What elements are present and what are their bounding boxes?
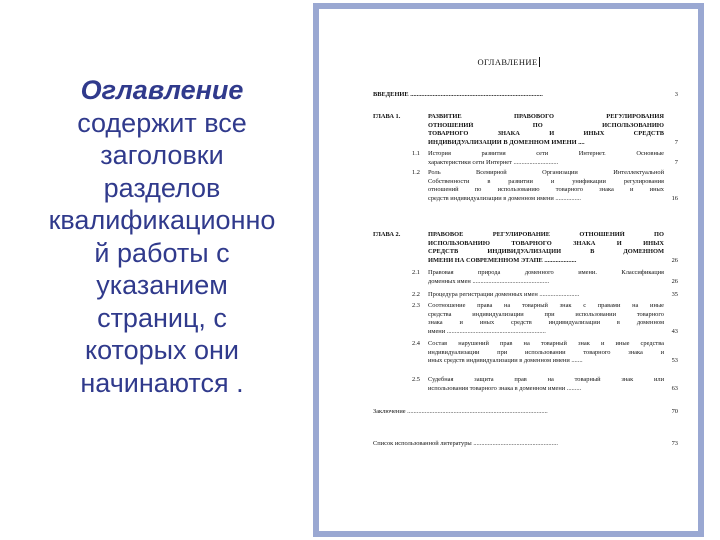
- toc-page-number: 7: [674, 158, 678, 166]
- document-frame: [313, 3, 704, 537]
- toc-text-line: История развития сети Интернет. Основные: [428, 150, 664, 157]
- toc-section-number: 2.5: [412, 376, 420, 383]
- toc-page-number: 43: [671, 327, 678, 335]
- caption-line: которых они: [84, 335, 240, 365]
- toc-entry-text: [428, 340, 664, 366]
- description-text: [34, 74, 290, 399]
- caption-line: начинаются .: [80, 367, 244, 398]
- toc-text-line: средства индивидуализации при использовании товарного: [428, 310, 664, 318]
- document-page: [319, 9, 698, 531]
- toc-entry-text: ВВЕДЕНИЕ ...................................................................................: [373, 91, 543, 98]
- toc-text-line: использования товарного знака в доменном имени .........: [428, 384, 582, 392]
- toc-text-line: характеристики сети Интернет ............................: [428, 158, 559, 166]
- toc-section-number: 1.1: [412, 150, 420, 157]
- toc-page-number: 26: [671, 277, 678, 285]
- caption-line: указанием: [96, 270, 228, 300]
- toc-text-line: РАЗВИТИЕ ПРАВОВОГО РЕГУЛИРОВАНИЯ: [428, 113, 664, 120]
- toc-section-number: 2.4: [412, 340, 420, 347]
- toc-text-line: индивидуализации при использовании товарного знака и: [428, 348, 664, 356]
- toc-title-text: ОГЛАВЛЕНИЕ: [477, 57, 538, 67]
- toc-title: [319, 57, 698, 67]
- toc-text-line: знака и иных средств индивидуализации в доменном: [428, 319, 664, 327]
- toc-entry-text: [428, 291, 664, 300]
- toc-text-line: Роль Всемирной Организации Интеллектуальной: [428, 169, 664, 176]
- toc-text-line: ТОВАРНОГО ЗНАКА И ИНЫХ СРЕДСТВ: [428, 130, 664, 138]
- toc-entry-text: Список использованной литературы .....................................................: [373, 440, 559, 447]
- toc-text-line: отношений по использованию товарного знака и иных: [428, 186, 664, 194]
- caption-line: й работы с: [94, 237, 230, 268]
- toc-section-number: 2.3: [412, 302, 420, 309]
- toc-entry-text: [428, 169, 664, 203]
- toc-section-number: 1.2: [412, 169, 420, 176]
- caption-line: страниц, с: [97, 302, 227, 333]
- toc-text-line: средств индивидуализации в доменном имени ................: [428, 194, 581, 202]
- toc-entry-text: [428, 376, 664, 393]
- toc-page-number: 63: [671, 384, 678, 392]
- toc-page-number: 26: [671, 256, 678, 264]
- toc-text-line: Соотношение права на товарный знак с правами на иные: [428, 302, 664, 309]
- toc-text-line: Собственности в развитии и унификации регулирования: [428, 177, 664, 185]
- caption-line: содержит все: [77, 107, 247, 138]
- toc-section-number: 2.2: [412, 291, 420, 298]
- caption-line: разделов: [103, 172, 221, 203]
- toc-text-line: ИМЕНИ НА СОВРЕМЕННОМ ЭТАПЕ ....................: [428, 256, 577, 264]
- table-of-contents: [319, 9, 698, 531]
- caption-line: заголовки: [100, 140, 224, 170]
- toc-entry-text: Заключение ........................................................................................: [373, 408, 548, 415]
- text-cursor: [539, 57, 540, 67]
- toc-entry-text: [428, 302, 664, 336]
- toc-text-line: иных средств индивидуализации в доменном имени .......: [428, 357, 583, 365]
- toc-text-line: доменных имен ................................................: [428, 277, 550, 285]
- toc-text-line: Правовая природа доменного имени. Классификация: [428, 269, 664, 276]
- toc-page-number: 73: [671, 440, 678, 447]
- toc-entry-text: [428, 231, 664, 265]
- toc-page-number: 35: [671, 291, 678, 298]
- toc-text-line: Процедура регистрации доменных имен .........................: [428, 291, 580, 298]
- toc-entry-text: [428, 269, 664, 286]
- toc-page-number: 53: [671, 357, 678, 365]
- toc-entry-text: [428, 113, 664, 147]
- caption-line: квалификационно: [48, 205, 276, 235]
- toc-text-line: имени ..............................................................: [428, 327, 546, 335]
- toc-page-number: 3: [674, 91, 678, 98]
- toc-text-line: СРЕДСТВ ИНДИВИДУАЛИЗАЦИИ В ДОМЕННОМ: [428, 248, 664, 256]
- toc-text-line: ОТНОШЕНИЙ ПО ИСПОЛЬЗОВАНИЮ: [428, 121, 664, 129]
- toc-text-line: ИНДИВИДУАЛИЗАЦИИ В ДОМЕННОМ ИМЕНИ ....: [428, 138, 585, 146]
- toc-chapter-number: ГЛАВА 2.: [373, 231, 401, 238]
- toc-entry-text: [428, 150, 664, 167]
- toc-text-line: Состав нарушений прав на товарный знак и иные средства: [428, 340, 664, 347]
- toc-text-line: Судебная защита прав на товарный знак или: [428, 376, 664, 383]
- toc-section-number: 2.1: [412, 269, 420, 276]
- caption-lead: Оглавление: [80, 75, 244, 105]
- toc-text-line: ПРАВОВОЕ РЕГУЛИРОВАНИЕ ОТНОШЕНИЙ ПО: [428, 231, 664, 238]
- toc-chapter-number: ГЛАВА 1.: [373, 113, 401, 120]
- toc-text-line: ИСПОЛЬЗОВАНИЮ ТОВАРНОГО ЗНАКА И ИНЫХ: [428, 239, 664, 247]
- toc-page-number: 70: [671, 408, 678, 415]
- toc-page-number: 7: [674, 138, 678, 146]
- toc-page-number: 16: [671, 194, 678, 202]
